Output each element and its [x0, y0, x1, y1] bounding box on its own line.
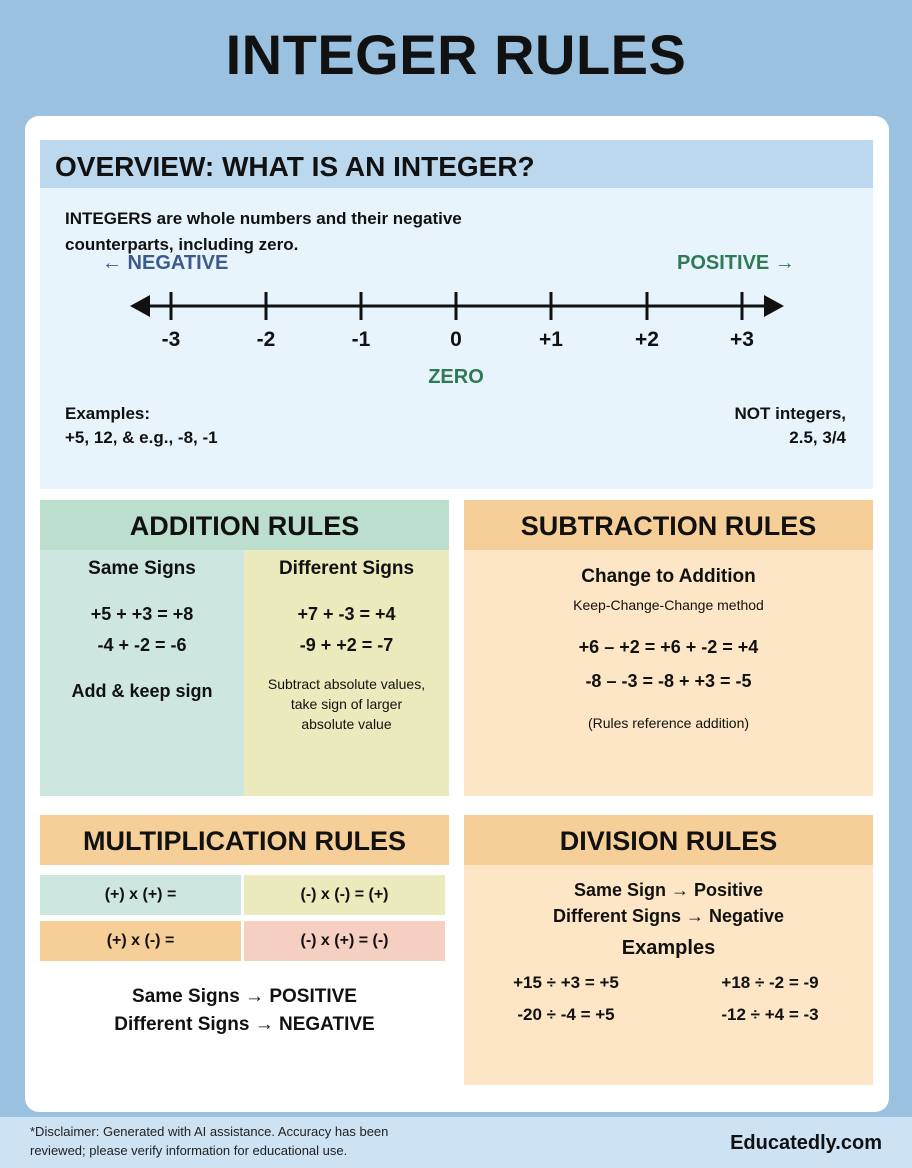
- tick-label: +1: [539, 328, 563, 351]
- non-integers-label: NOT integers,: [734, 404, 846, 423]
- multiplication-panel: [40, 815, 449, 1075]
- equation: -4 + -2 = -6: [97, 635, 187, 655]
- examples-block: [65, 402, 218, 450]
- same-signs-rule: Add & keep sign: [71, 681, 213, 701]
- same-signs-title: Same Signs: [88, 558, 196, 579]
- overview-heading: OVERVIEW: WHAT IS AN INTEGER?: [55, 151, 535, 182]
- different-signs-rule: Different Signs → Negative: [552, 906, 785, 926]
- overview-section: [40, 140, 873, 489]
- examples-label: Examples:: [65, 404, 151, 423]
- different-signs-title: Different Signs: [278, 558, 415, 579]
- subtraction-method: Keep-Change-Change method: [573, 597, 764, 613]
- subtraction-heading: SUBTRACTION RULES: [464, 500, 873, 550]
- tick-label: 0: [450, 328, 462, 351]
- different-signs-rule: Subtract absolute values, take sign of larger absolute value: [267, 676, 426, 732]
- equation: -8 – -3 = -8 + +3 = -5: [585, 671, 752, 691]
- tick-label: -1: [351, 328, 371, 351]
- tick-label: -3: [161, 328, 181, 351]
- addition-panel: [40, 500, 449, 796]
- same-signs-column: [40, 550, 244, 796]
- disclaimer: *Disclaimer: Generated with AI assistance. Accuracy has been reviewed; please verify information for educational use.: [30, 1124, 389, 1158]
- sign-rule-cell: (-) x (+) = (-): [244, 921, 445, 961]
- negative-label: ← NEGATIVE: [102, 252, 229, 274]
- non-integers-block: [735, 402, 846, 450]
- equation: -20 ÷ -4 = +5: [517, 1005, 615, 1024]
- non-integers-values: 2.5, 3/4: [789, 428, 846, 447]
- equation: +18 ÷ -2 = -9: [721, 973, 819, 992]
- footer: [0, 1117, 912, 1168]
- equation: +15 ÷ +3 = +5: [513, 973, 619, 992]
- tick-label: +3: [730, 328, 754, 351]
- integer-definition: INTEGERS are whole numbers and their negative counterparts, including zero.: [65, 209, 462, 254]
- left-arrow-icon: [130, 295, 150, 317]
- equation: +6 – +2 = +6 + -2 = +4: [578, 637, 759, 657]
- zero-label: ZERO: [428, 366, 484, 388]
- division-panel: [464, 815, 873, 1085]
- equation: -9 + +2 = -7: [299, 635, 394, 655]
- right-arrow-icon: [764, 295, 784, 317]
- same-sign-rule: Same Sign → Positive: [573, 880, 764, 900]
- tick-label: +2: [635, 328, 659, 351]
- page-title: INTEGER RULES: [225, 23, 687, 86]
- examples-values: +5, 12, & e.g., -8, -1: [65, 428, 218, 447]
- brand-name: Educatedly.com: [730, 1132, 882, 1154]
- division-heading: DIVISION RULES: [464, 815, 873, 865]
- addition-heading: ADDITION RULES: [40, 500, 449, 550]
- subtraction-panel: [464, 500, 873, 796]
- tick-label: -2: [256, 328, 276, 351]
- sign-rule-cell: (+) x (-) =: [40, 921, 241, 961]
- subtraction-title: Change to Addition: [581, 566, 756, 587]
- same-signs-rule: Same Signs → POSITIVE: [132, 986, 357, 1007]
- sign-rule-cell: (-) x (-) = (+): [244, 875, 445, 915]
- equation: -12 ÷ +4 = -3: [721, 1005, 819, 1024]
- equation: +7 + -3 = +4: [297, 604, 396, 624]
- positive-label: POSITIVE →: [677, 252, 795, 274]
- different-signs-rule: Different Signs → NEGATIVE: [114, 1014, 375, 1035]
- subtraction-note: (Rules reference addition): [587, 715, 750, 731]
- sign-rule-cell: (+) x (+) =: [40, 875, 241, 915]
- different-signs-column: [244, 550, 449, 796]
- multiplication-heading: MULTIPLICATION RULES: [40, 815, 449, 865]
- equation: +5 + +3 = +8: [90, 604, 194, 624]
- division-examples-title: Examples: [621, 937, 716, 959]
